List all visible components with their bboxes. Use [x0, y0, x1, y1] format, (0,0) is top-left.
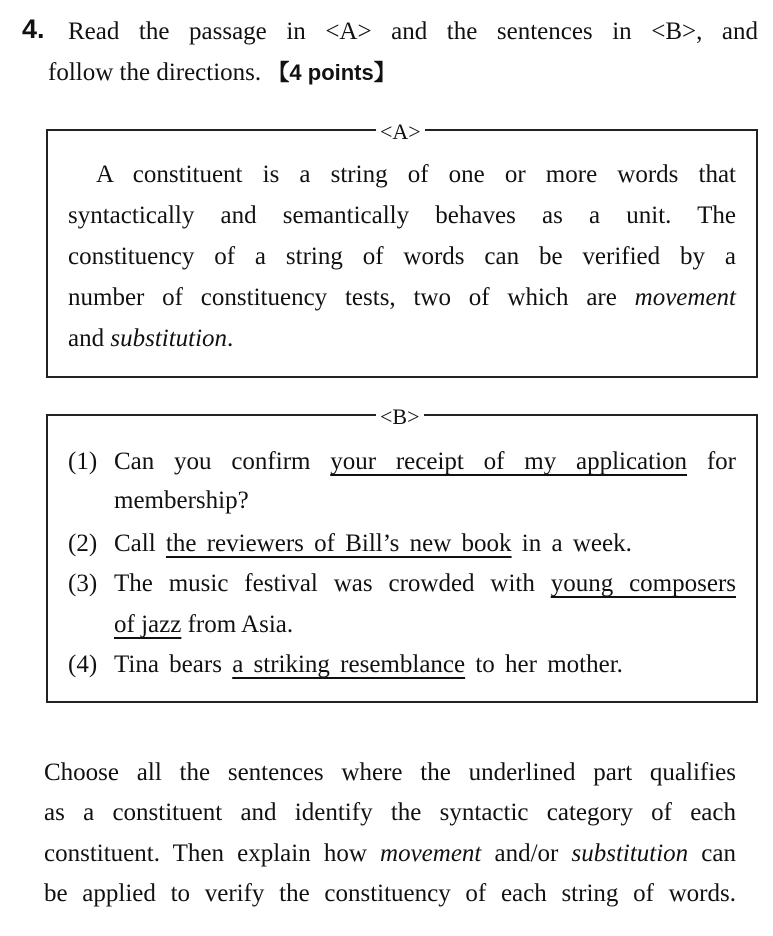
- question-prompt-text: follow the directions.: [48, 59, 262, 86]
- sentence-1-pre: Can you confirm: [114, 448, 311, 475]
- sentence-4-number: (4): [68, 651, 98, 678]
- box-a-label: <A>: [376, 120, 425, 144]
- sentence-4-post: to her mother.: [475, 651, 623, 678]
- question-prompt-line2: [48, 58, 396, 88]
- sentence-3: [114, 569, 736, 599]
- directions-line-3: [44, 839, 736, 869]
- sentence-1-underlined: your receipt of my application: [330, 448, 688, 475]
- sentence-3-post: from Asia.: [187, 611, 294, 638]
- directions-term-substitution: substitution: [571, 840, 689, 867]
- question-prompt-line1: Read the passage in <A> and the sentences in <B>, and: [68, 18, 758, 45]
- passage-line-1: A constituent is a string of one or more words that: [96, 161, 736, 188]
- directions-line-3-post: can: [701, 840, 736, 867]
- directions-line-3-mid: and/or: [494, 840, 559, 867]
- passage-line-3: constituency of a string of words can be verified by a: [68, 243, 736, 270]
- sentence-1: [114, 447, 736, 477]
- sentence-1-post: for: [706, 448, 736, 475]
- term-movement: movement: [634, 284, 736, 311]
- directions-line-3-pre: constituent. Then explain how: [44, 840, 367, 867]
- directions-line-4: be applied to verify the constituency of each string of words.: [44, 880, 736, 907]
- passage-line-5-text: and: [68, 325, 105, 352]
- passage-line-5: [68, 324, 233, 354]
- directions-line-2: as a constituent and identify the syntactic category of each: [44, 799, 736, 826]
- passage-line-2: syntactically and semantically behaves as a unit. The: [68, 202, 736, 229]
- sentence-4-underlined: a striking resemblance: [232, 651, 466, 678]
- sentence-3-underlined-part2: of jazz: [114, 611, 182, 638]
- passage-line-4: [68, 283, 736, 313]
- sentence-2-underlined: the reviewers of Bill’s new book: [165, 530, 512, 557]
- passage-line-4-text: number of constituency tests, two of which are: [68, 284, 617, 311]
- sentence-2-post: in a week.: [521, 530, 632, 557]
- sentence-3-continuation: [114, 610, 293, 640]
- directions-line-1: Choose all the sentences where the underlined part qualifies: [44, 759, 736, 786]
- passage-line-5-period: .: [227, 325, 234, 352]
- sentence-2-pre: Call: [114, 530, 156, 557]
- sentence-4-pre: Tina bears: [114, 651, 222, 678]
- term-substitution: substitution: [110, 325, 228, 352]
- sentence-2-number: (2): [68, 530, 98, 557]
- question-number: 4.: [22, 14, 45, 44]
- box-b-label: <B>: [376, 405, 424, 429]
- sentence-1-continuation: membership?: [114, 487, 249, 514]
- sentence-3-number: (3): [68, 570, 98, 597]
- sentence-3-underlined-part1: young composers: [550, 570, 736, 597]
- sentence-1-number: (1): [68, 448, 98, 475]
- sentence-2: [114, 529, 632, 559]
- sentence-4: [114, 650, 623, 680]
- points-label: 【4 points】: [267, 60, 396, 85]
- directions-term-movement: movement: [380, 840, 482, 867]
- sentence-3-pre: The music festival was crowded with: [114, 570, 535, 597]
